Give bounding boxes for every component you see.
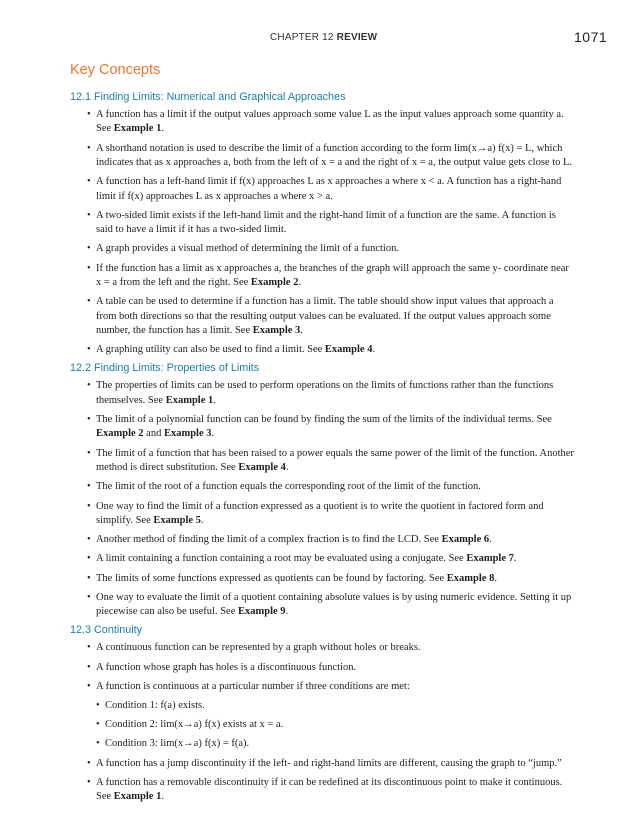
- condition-list: [70, 699, 575, 752]
- list-item-text: .: [513, 553, 517, 565]
- list-item-text: If the function has a limit as x approaches a, the branches of the graph will approach the same y- coordinate near x = a from the left and the right. See: [96, 262, 569, 289]
- chapter-label: CHAPTER 12 REVIEW: [270, 32, 378, 43]
- example-ref: Example 7: [466, 553, 514, 565]
- list-item-text: Condition 2: lim(x→a) f(x) exists at x = a.: [105, 719, 284, 731]
- bullet-list: [70, 757, 575, 805]
- list-item: [70, 480, 575, 494]
- example-ref: Example 5: [153, 514, 201, 526]
- list-item-text: .: [372, 344, 376, 356]
- section-heading: 12.1 Finding Limits: Numerical and Graphical Approaches: [70, 91, 346, 103]
- list-item-text: A continuous function can be represented by a graph without holes or breaks.: [96, 642, 421, 654]
- list-item-text: The limit of a polynomial function can be found by finding the sum of the limits of the individual terms. See: [96, 414, 552, 426]
- list-item-text: .: [213, 394, 216, 406]
- list-item: [70, 591, 575, 620]
- list-item-text: The limit of the root of a function equals the corresponding root of the limit of the function.: [96, 481, 481, 493]
- list-item-text: The limit of a function that has been raised to a power equals the same power of the limit of the function. Another method is direct substitution. See: [96, 447, 574, 474]
- list-item-text: .: [161, 123, 164, 135]
- bullet-list: [70, 108, 575, 358]
- list-item: [70, 242, 575, 256]
- list-item: [70, 343, 575, 357]
- section-heading: 12.3 Continuity: [70, 624, 143, 637]
- section-heading: 12.2 Finding Limits: Properties of Limits: [70, 362, 260, 375]
- list-item-text: A function has a jump discontinuity if the left- and right-hand limits are different, causing the graph to “jump.”: [96, 757, 562, 769]
- list-item-text: and: [143, 428, 164, 440]
- section-12-2: [70, 362, 575, 619]
- list-item-text: A table can be used to determine if a function has a limit. The table should show input values that approach a from both directions so that the resulting output values can be evaluated. If the output values approach some number, the function has a limit. See: [96, 296, 554, 337]
- bullet-list: [70, 641, 575, 694]
- example-ref: Example 1: [165, 394, 214, 406]
- key-concepts-content: [70, 91, 575, 809]
- example-ref: Example 4: [238, 462, 286, 474]
- list-item-text: A limit containing a function containing a root may be evaluated using a conjugate. See: [96, 553, 464, 565]
- list-item-text: .: [161, 791, 164, 803]
- example-ref: Example 8: [446, 572, 495, 584]
- list-item: [70, 533, 575, 547]
- list-item: [70, 757, 575, 771]
- list-item: [70, 175, 575, 204]
- example-ref: Example 9: [238, 606, 286, 618]
- list-item-text: A function whose graph has holes is a discontinuous function.: [96, 661, 357, 673]
- example-ref: Example 2: [96, 428, 144, 440]
- example-ref: Example 3: [163, 428, 212, 440]
- section-12-1: [70, 91, 575, 358]
- list-item: [70, 295, 575, 338]
- list-item-text: .: [200, 514, 204, 526]
- list-item-text: The limits of some functions expressed as quotients can be found by factoring. See: [96, 572, 445, 584]
- list-item: [70, 552, 575, 566]
- list-item-text: A function has a left-hand limit if f(x) approaches L as x approaches a where x < a. A function has a right-hand limit if f(x) approaches L as x approaches a where x > a.: [96, 176, 562, 202]
- list-item: [70, 379, 575, 408]
- list-item-text: .: [298, 277, 302, 289]
- example-ref: Example 4: [324, 344, 373, 356]
- list-item-text: A two-sided limit exists if the left-hand limit and the right-hand limit of a function are the same. A function is said to have a limit if it has a two-sided limit.: [96, 209, 556, 236]
- list-item-text: A shorthand notation is used to describe the limit of a function according to the form lim(x→a) f(x) = L, which indicates that as x approaches a, both from the left of x = a and the right of x = a, the output value gets close to L.: [96, 142, 573, 169]
- list-item-text: A function has a limit if the output values approach some value L as the input values approach some quantity a. See: [96, 109, 564, 135]
- list-item: [70, 500, 575, 529]
- list-item-text: Another method of finding the limit of a complex fraction is to find the LCD. See: [96, 534, 439, 546]
- list-item: [70, 209, 575, 238]
- list-item: [70, 699, 575, 713]
- running-header: [0, 31, 630, 47]
- list-item-text: A function is continuous at a particular number if three conditions are met:: [96, 680, 410, 692]
- list-item-text: .: [494, 572, 497, 584]
- list-item: [70, 718, 575, 732]
- example-ref: Example 3: [252, 325, 301, 337]
- list-item-text: The properties of limits can be used to perform operations on the limits of functions rather than the functions themselves. See: [96, 380, 554, 406]
- list-item: [70, 661, 575, 675]
- example-ref: Example 2: [250, 277, 299, 289]
- list-item-text: .: [285, 606, 289, 618]
- list-item: [70, 262, 575, 291]
- list-item-text: .: [211, 428, 215, 440]
- example-ref: Example 1: [113, 791, 162, 803]
- list-item: [70, 776, 575, 805]
- list-item: [70, 641, 575, 655]
- list-item-text: One way to find the limit of a function expressed as a quotient is to write the quotient in factored form and simplify. See: [96, 500, 544, 526]
- page-number: 1071: [574, 29, 608, 45]
- list-item-text: A graph provides a visual method of determining the limit of a function.: [96, 243, 399, 255]
- list-item-text: A function has a removable discontinuity if it can be redefined at its discontinuous point to make it continuous. See: [96, 776, 563, 803]
- list-item: [70, 108, 575, 137]
- list-item-text: A graphing utility can also be used to find a limit. See: [96, 344, 323, 356]
- bullet-list: [70, 379, 575, 619]
- list-item-text: One way to evaluate the limit of a quotient containing absolute values is by using numeric evidence. Setting it up piecewise can also be useful. See: [96, 591, 572, 618]
- example-ref: Example 6: [441, 534, 490, 546]
- page-title: Key Concepts: [70, 62, 161, 78]
- list-item-text: Condition 3: lim(x→a) f(x) = f(a).: [105, 738, 250, 750]
- list-item: [70, 680, 575, 694]
- example-ref: Example 1: [113, 123, 162, 135]
- list-item-text: .: [489, 534, 492, 546]
- list-item: [70, 737, 575, 751]
- list-item-text: .: [300, 325, 303, 337]
- list-item: [70, 142, 575, 171]
- list-item: [70, 572, 575, 586]
- list-item-text: Condition 1: f(a) exists.: [105, 699, 205, 711]
- section-12-3: [70, 624, 575, 804]
- list-item-text: .: [285, 462, 289, 474]
- list-item: [70, 447, 575, 476]
- list-item: [70, 413, 575, 442]
